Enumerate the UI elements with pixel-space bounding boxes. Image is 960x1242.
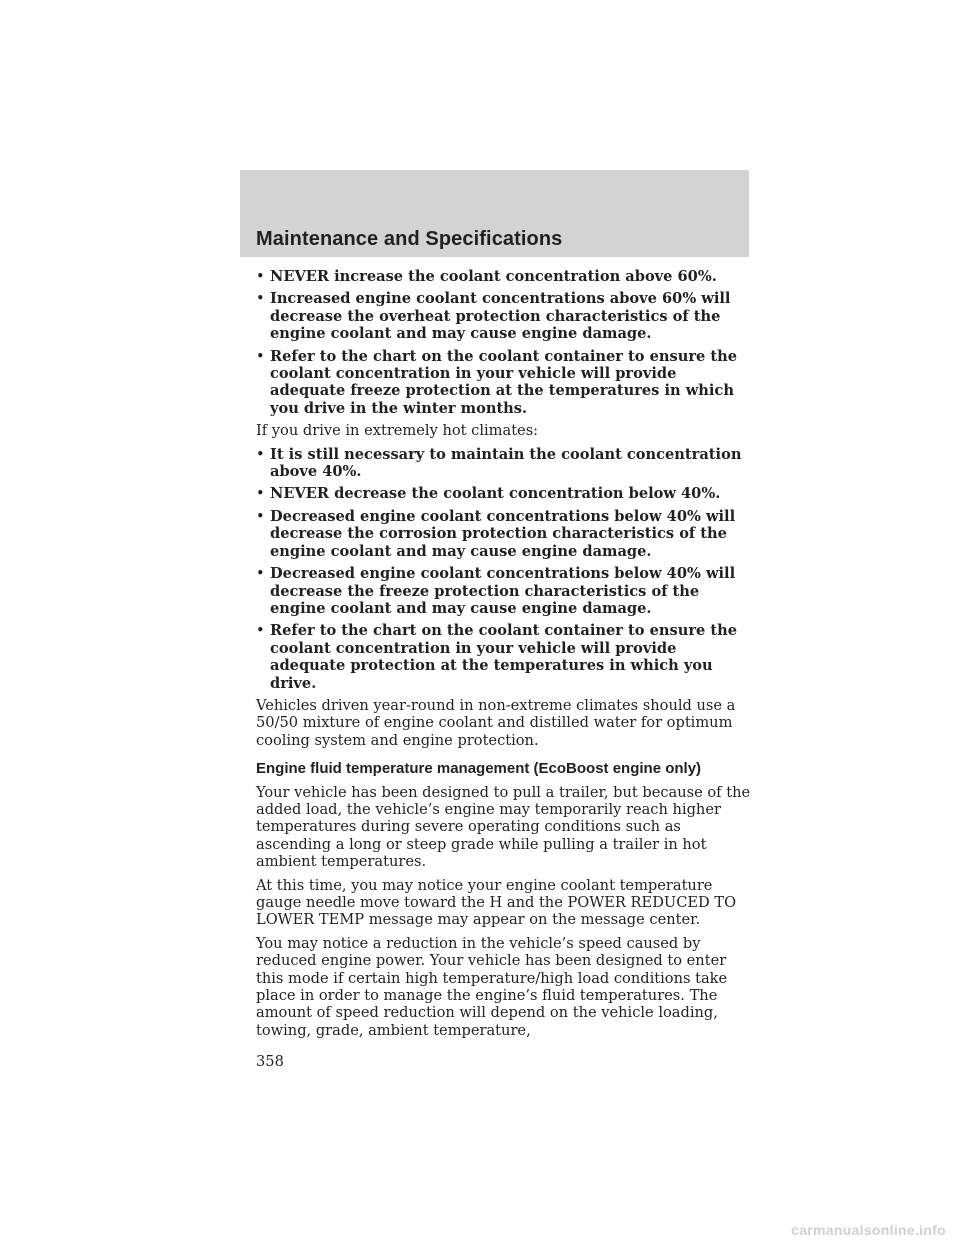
bullet-item [256,485,756,502]
bullet-dot-icon: • [256,485,265,503]
year-round-paragraph: Vehicles driven year-round in non-extreme climates should use a 50/50 mixture of engine coolant and distilled water for optimum cooling system and engine protection. [256,696,736,749]
section-heading: Engine fluid temperature management (EcoBoost engine only) [256,760,702,778]
bullet-dot-icon: • [256,445,265,463]
bullet-text: NEVER increase the coolant concentration above 60%. [270,268,717,285]
bullet-text: Decreased engine coolant concentrations below 40% will decrease the freeze protection characteristics of the engine coolant and may cause engine damage. [270,565,736,617]
bullet-dot-icon: • [256,622,265,640]
bullet-item [256,508,756,560]
bullet-text: Refer to the chart on the coolant container to ensure the coolant concentration in your vehicle will provide adequate freeze protection at the temperatures in which you drive in the winter months. [270,347,738,417]
bullet-dot-icon: • [256,290,265,308]
site-watermark: carmanualsonline.info [791,1222,946,1238]
bullet-item [256,622,756,692]
body-paragraph: Your vehicle has been designed to pull a trailer, but because of the added load, the vehicle’s engine may temporarily reach higher temperatures during severe operating conditions such as ascending a long or steep grade while pulling a trailer in hot ambient temperatures. [256,783,751,871]
bullet-item [256,290,756,342]
bullet-dot-icon: • [256,347,265,365]
bullet-item [256,446,756,481]
bullet-text: Refer to the chart on the coolant container to ensure the coolant concentration in your vehicle will provide adequate protection at the temperatures in which you drive. [270,622,738,692]
page-body [256,268,756,1045]
section-title: Maintenance and Specifications [256,228,563,250]
bullet-item [256,348,756,418]
bullet-item [256,268,756,285]
bullet-dot-icon: • [256,507,265,525]
hot-climates-intro: If you drive in extremely hot climates: [256,422,539,440]
body-paragraph: You may notice a reduction in the vehicle’s speed caused by reduced engine power. Your vehicle has been designed to enter this mode if certain high temperature/high load conditions take place in order to manage the engine’s fluid temperatures. The amount of speed reduction will depend on the vehicle loading, towing, grade, ambient temperature, [256,934,728,1039]
bullet-text: NEVER decrease the coolant concentration below 40%. [270,485,721,503]
bullet-text: Increased engine coolant concentrations above 60% will decrease the overheat protection characteristics of the engine coolant and may cause engine damage. [270,290,731,343]
bullet-dot-icon: • [256,268,265,285]
bullet-item [256,565,756,617]
bullet-dot-icon: • [256,565,265,583]
page-number: 358 [256,1053,284,1070]
bullet-text: It is still necessary to maintain the coolant concentration above 40%. [270,445,742,481]
bullet-text: Decreased engine coolant concentrations below 40% will decrease the corrosion protection characteristics of the engine coolant and may cause engine damage. [270,507,736,560]
section-header-band [240,170,749,257]
body-paragraph: At this time, you may notice your engine coolant temperature gauge needle move toward the H and the POWER REDUCED TO LOWER TEMP message may appear on the message center. [256,876,737,929]
